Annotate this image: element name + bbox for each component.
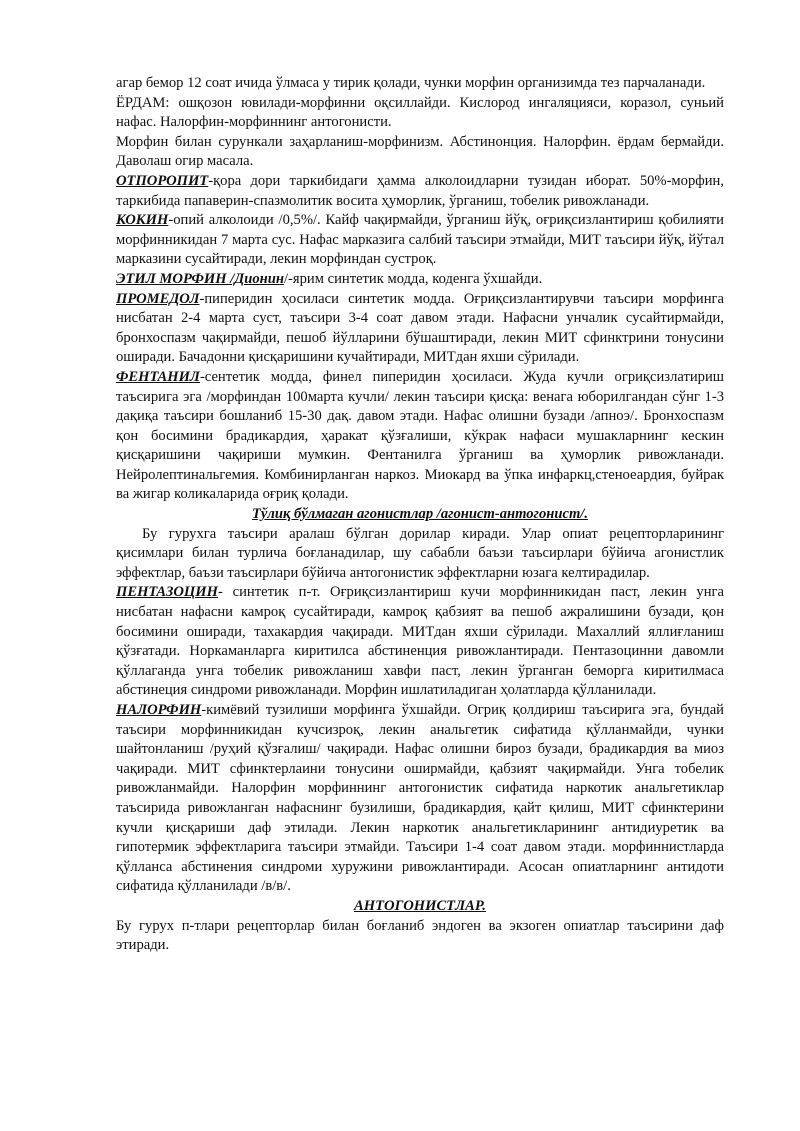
drug-term: ПРОМЕДОЛ <box>116 290 200 307</box>
paragraph-nalorphine <box>116 701 724 897</box>
paragraph-text: Бу гурухга таъсири аралаш бўлган дорилар киради. Улар опиат рецепторларининг қисимлари билан турлича боғланадилар, шу сабабли баъзи таъсирлари бўйича агонистлик эффектлар, баъзи таъсирлари бўйича антогонистик эффектларни юзага келтирадилар. <box>116 525 724 581</box>
section-heading-partial-agonists: Тўлиқ бўлмаган агонистлар /агонист-антогонист/. <box>251 506 588 523</box>
section-heading-antagonists: АНТОГОНИСТЛАР. <box>354 897 486 914</box>
paragraph-text: /-ярим синтетик модда, коденга ўхшайди. <box>283 270 543 287</box>
paragraph-text: -опий алколоиди /0,5%/. Кайф чақирмайди, ўрганиш йўқ, оғриқсизлантириш қобилияти морфинникидан 7 марта сус. Нафас марказига салбий таъсири этмайди, МИТ таъсири йўқ, йўтал марказини сусайтиради, лекин морфиндан сустроқ. <box>116 212 724 268</box>
paragraph-text: -қора дори таркибидаги ҳамма алколоидларни тузидан иборат. 50%-морфин, таркибида папаверин-спазмолитик восита ҳуморлик, ўрганиш, тобелик ривожланади. <box>116 172 724 209</box>
drug-term: ОТПОРОПИТ <box>116 172 209 189</box>
paragraph-ethylmorphine <box>116 270 724 290</box>
paragraph-morphinism <box>116 133 724 172</box>
paragraph-mixed-action <box>116 525 724 584</box>
drug-term: ЭТИЛ МОРФИН /Дионин <box>116 270 284 287</box>
paragraph-text: -пиперидин ҳосиласи синтетик модда. Оғриқсизлантирувчи таъсири морфинга нисбатан 2-4 марта суст, таъсири 3-4 соат давом этади. Нафасни унчалик сусайтирмайди, бронхоспазм чақирмайди, пешоб йўлларини бўшаштиради, лекин МИТ сфинктрини тонусини оширади. Бачадонни қисқаришини кучайтиради, МИТдан яхши сўрилади. <box>116 290 724 366</box>
paragraph-text: Бу гурух п-тлари рецепторлар билан боғланиб эндоген ва экзоген опиатлар таъсирини даф этиради. <box>116 917 724 954</box>
paragraph-antagonists <box>116 917 724 956</box>
drug-term: КОКИН <box>116 212 169 229</box>
drug-term: ПЕНТАЗОЦИН <box>116 584 218 601</box>
paragraph-pentazocine <box>116 583 724 701</box>
paragraph-text: -сентетик модда, финел пиперидин ҳосиласи. Жуда кучли огриқсизлатириш таъсирига эга /морфиндан 100марта кучли/ лекин таъсири қисқа: венага юборилгандан сўнг 1-3 дақиқа таъсири бошланиб 15-30 дақ. давом этади. Нафас олишни бузади /апноэ/. Бронхоспазм қон босимини брадикардия, ҳаракат қўзғалиши, кўкрак нафаси мушакларнинг кескин қисқаришини чақириши мумкин. Фентанилга ўрганиш ва ҳуморлик ривожланади. Нейролептинальгемия. Комбинирланган наркоз. Миокард ва ўпка инфаркц,стеноеардия, буйрак ва жигар коликаларида оғриқ қолади. <box>116 368 724 503</box>
paragraph-first-aid <box>116 94 724 133</box>
paragraph-text: агар бемор 12 соат ичида ўлмаса у тирик қолади, чунки морфин организимда тез парчаланади. <box>116 75 706 91</box>
paragraph-text: - синтетик п-т. Оғриқсизлантириш кучи морфинникидан паст, лекин унга нисбатан нафасни камроқ сусайтиради, камроқ қабзият ва пешоб ажралишини бузади, қон босимини оширади, тахакардия чақиради. МИТдан яхши сўрилади. Махаллий яллиғланиш қўзғатади. Норкаманларга киритилса абстиненция ривожлантиради. Пентазоцинни давомли қўллаганда унга тобелик ривожланиш хавфи паст, лекин ўрганган беморга киритилмаса абстинеция синдроми ривожланади. Морфин ишлатиладиган ҳолатларда қўлланилади. <box>116 584 724 699</box>
paragraph-fentanyl <box>116 368 724 505</box>
paragraph-text: Морфин билан сурункали заҳарланиш-морфинизм. Абстинонция. Налорфин. ёрдам бермайди. Даволаш огир масала. <box>116 133 724 170</box>
drug-term: НАЛОРФИН <box>116 702 202 718</box>
paragraph-promedol <box>116 290 724 368</box>
paragraph-text: -кимёвий тузилиши морфинга ўхшайди. Огриқ қолдириш таъсирига эга, бундай таъсири морфинникидан кучсизроқ, лекин анальгетик сифатида қўлланмайди, чунки шайтонланиш /руҳий қўзғалиш/ чақиради. Нафас олишни бироз бузади, брадикардия ва миоз чақиради. МИТ сфинктерлаини тонусини оширмайди, қабзият чақирмайди. Унга тобелик ривожланмайди. Налорфин морфиннинг антогонистик сифатида наркотик анальгетиклар таъсирида ривожланган нафаснинг бузилиши, брадикардия, қайт қилиш, МИТ сфинктерини кучли қисқариши даф этилади. Лекин наркотик анальгетикларининг антидиуретик ва гипотермик эффектларига таъсири этмайди. Таъсири 1-4 соат давом этади. морфиннистларда қўлланса абстинения синдроми хуружини ривожлантиради. Асосан опиатларнинг антидоти сифатида қўлланилади /в/в/. <box>116 702 724 895</box>
drug-term: ФЕНТАНИЛ <box>116 368 200 385</box>
paragraph-kokin <box>116 211 724 270</box>
paragraph-text: ЁРДАМ: ошқозон ювилади-морфинни оқсиллайди. Кислород ингаляцияси, коразол, суньий нафас. Налорфин-морфиннинг антогонисти. <box>116 94 724 131</box>
paragraph-otporopit <box>116 172 724 211</box>
paragraph-morphine-decay <box>116 74 724 94</box>
